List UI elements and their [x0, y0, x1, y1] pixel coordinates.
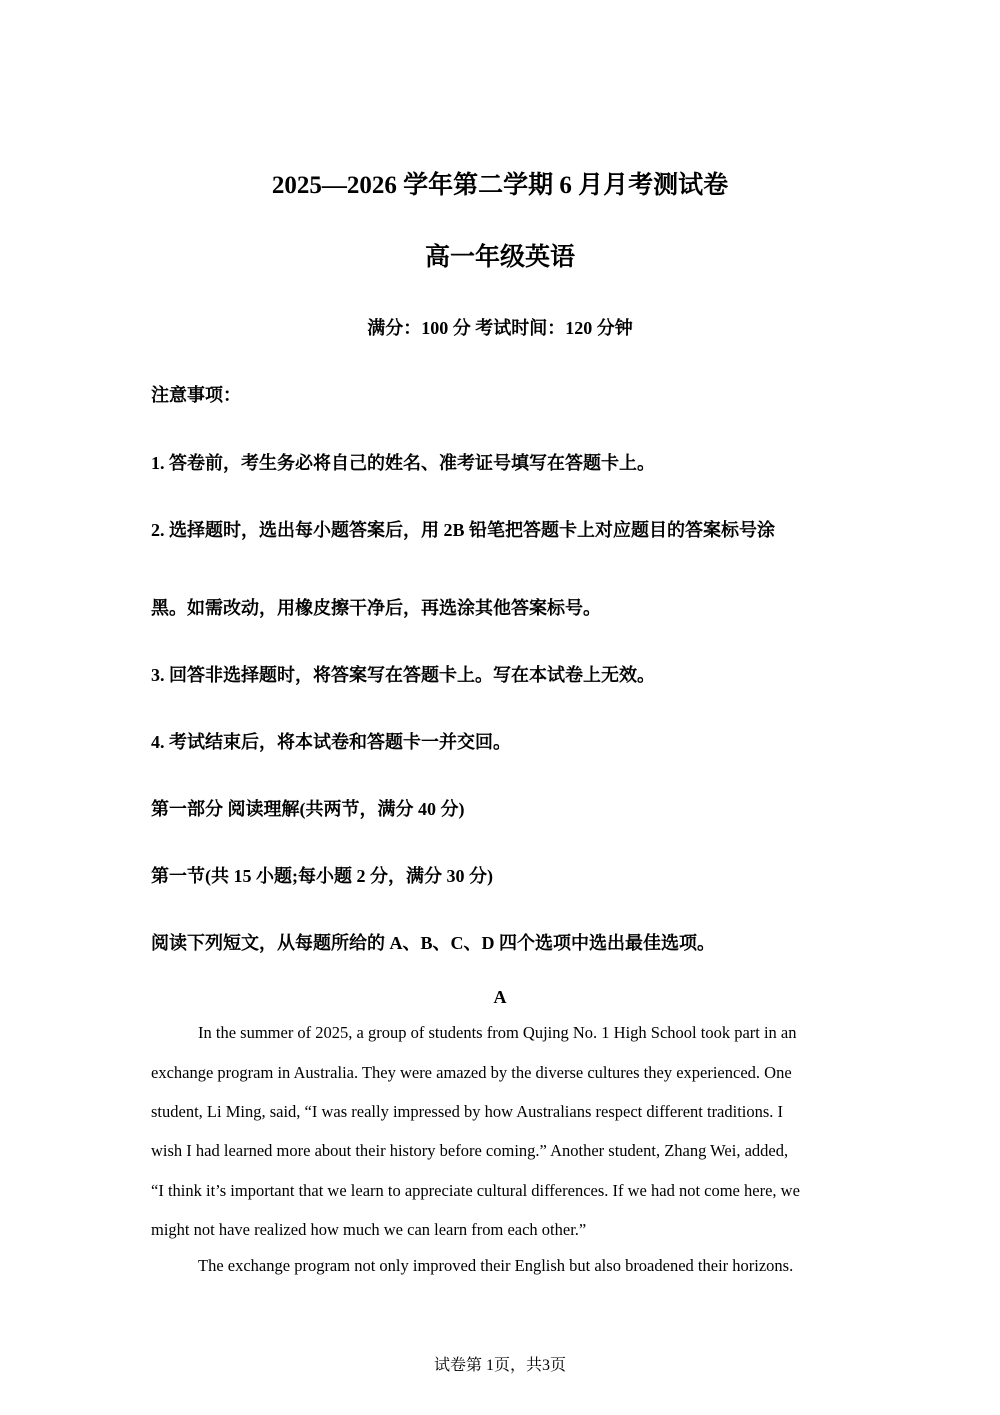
score-time-info: 满分：100 分 考试时间：120 分钟	[367, 318, 633, 338]
exam-subtitle: 高一年级英语	[424, 244, 575, 271]
notice-item-2-line-1: 2. 选择题时，选出每小题答案后，用 2B 铅笔把答题卡上对应题目的答案标号涂	[151, 520, 776, 540]
paragraph-1-line: might not have realized how much we can learn from each other.”	[151, 1220, 587, 1239]
part-heading: 第一部分 阅读理解(共两节，满分 40 分)	[151, 799, 465, 819]
notice-item-3: 3. 回答非选择题时，将答案写在答题卡上。写在本试卷上无效。	[151, 665, 655, 685]
passage-label: A	[493, 987, 507, 1007]
paragraph-1-line: “I think it’s important that we learn to appreciate cultural differences. If we had not come here, we	[151, 1181, 800, 1200]
notice-item-4: 4. 考试结束后，将本试卷和答题卡一并交回。	[151, 732, 511, 752]
notice-heading: 注意事项：	[151, 385, 241, 405]
paragraph-1-line: wish I had learned more about their history before coming.” Another student, Zhang Wei, added,	[151, 1141, 789, 1160]
reading-instruction: 阅读下列短文，从每题所给的 A、B、C、D 四个选项中选出最佳选项。	[151, 933, 715, 953]
page-footer: 试卷第 1页，共3页	[433, 1357, 566, 1374]
notice-item-1: 1. 答卷前，考生务必将自己的姓名、准考证号填写在答题卡上。	[151, 453, 655, 473]
exam-title: 2025—2026 学年第二学期 6 月月考测试卷	[271, 172, 729, 199]
paragraph-1-line: exchange program in Australia. They were amazed by the diverse cultures they experienced. One	[151, 1063, 792, 1082]
paragraph-1-line: student, Li Ming, said, “I was really impressed by how Australians respect different traditions. I	[151, 1102, 784, 1121]
paragraph-2-line: The exchange program not only improved their English but also broadened their horizons.	[198, 1256, 794, 1275]
paragraph-1-line: In the summer of 2025, a group of students from Qujing No. 1 High School took part in an	[198, 1023, 797, 1042]
subsection-heading: 第一节(共 15 小题;每小题 2 分，满分 30 分)	[151, 866, 493, 886]
notice-item-2-line-2: 黑。如需改动，用橡皮擦干净后，再选涂其他答案标号。	[151, 598, 601, 618]
